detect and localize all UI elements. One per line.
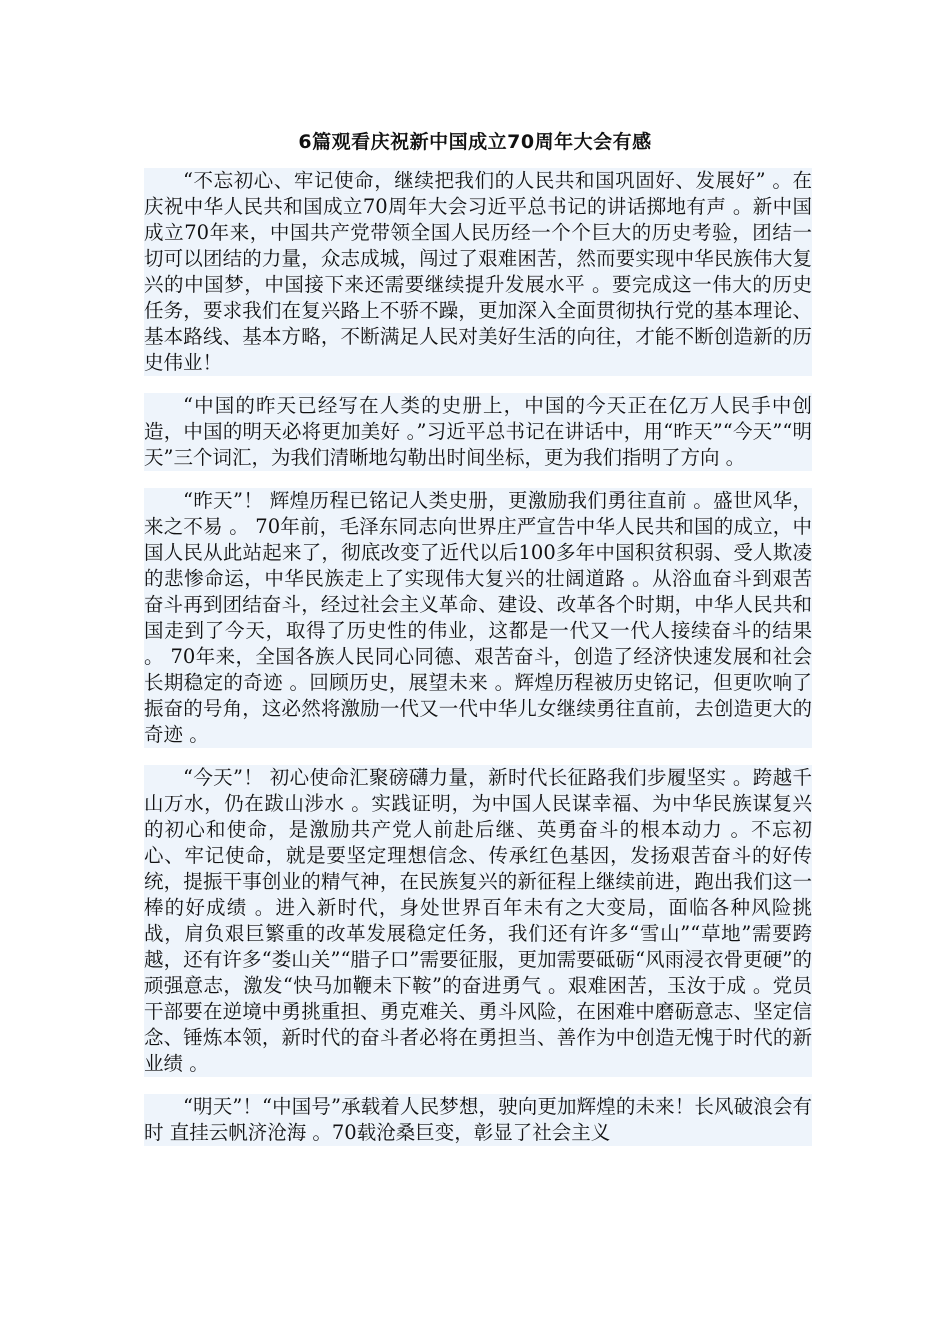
paragraph-5: “明天”！“中国号”承载着人民梦想，驶向更加辉煌的未来！长风破浪会有时 直挂云帆济沧海 。70载沧桑巨变，彰显了社会主义 (144, 1095, 812, 1144)
paragraph-2: “中国的昨天已经写在人类的史册上，中国的今天正在亿万人民手中创造，中国的明天必将更加美好 。”习近平总书记在讲话中，用“昨天”“今天”“明天”三个词汇，为我们清晰地勾勒出时间坐标，更为我们指明了方向 。 (144, 394, 812, 469)
paragraph-1: “不忘初心、牢记使命，继续把我们的人民共和国巩固好、发展好” 。在庆祝中华人民共和国成立70周年大会习近平总书记的讲话掷地有声 。新中国成立70年来，中国共产党带领全国人民历经一个个巨大的历史考验，团结一切可以团结的力量，众志成城，闯过了艰难困苦，然而要实现中华民族伟大复兴的中国梦，中国接下来还需要继续提升发展水平 。要完成这一伟大的历史任务，要求我们在复兴路上不骄不躁，更加深入全面贯彻执行党的基本理论、基本路线、基本方略，不断满足人民对美好生活的向往，才能不断创造新的历史伟业！ (144, 169, 812, 374)
document-title: 6篇观看庆祝新中国成立70周年大会有感 (298, 131, 652, 153)
paragraph-3: “昨天”！ 辉煌历程已铭记人类史册，更激励我们勇往直前 。盛世风华，来之不易 。 70年前，毛泽东同志向世界庄严宣告中华人民共和国的成立，中国人民从此站起来了，彻底改变了近代以后100多年中国积贫积弱、受人欺凌的悲惨命运，中华民族走上了实现伟大复兴的壮阔道路 。从浴血奋斗到艰苦奋斗再到团结奋斗，经过社会主义革命、建设、改革各个时期，中华人民共和国走到了今天，取得了历史性的伟业，这都是一代又一代人接续奋斗的结果 。 70年来，全国各族人民同心同德、艰苦奋斗，创造了经济快速发展和社会长期稳定的奇迹 。回顾历史，展望未来 。辉煌历程被历史铭记，但更吹响了振奋的号角，这必然将激励一代又一代中华儿女继续勇往直前，去创造更大的奇迹 。 (144, 489, 812, 746)
paragraph-4: “今天”！ 初心使命汇聚磅礴力量，新时代长征路我们步履坚实 。跨越千山万水，仍在跋山涉水 。实践证明，为中国人民谋幸福、为中华民族谋复兴的初心和使命，是激励共产党人前赴后继、英勇奋斗的根本动力 。不忘初心、牢记使命，就是要坚定理想信念、传承红色基因，发扬艰苦奋斗的好传统，提振干事创业的精气神，在民族复兴的新征程上继续前进，跑出我们这一棒的好成绩 。进入新时代，身处世界百年未有之大变局，面临各种风险挑战，肩负艰巨繁重的改革发展稳定任务，我们还有许多“雪山”“草地”需要跨越，还有许多“娄山关”“腊子口”需要征服，更加需要砥砺“风雨浸衣骨更硬”的顽强意志，激发“快马加鞭未下鞍”的奋进勇气 。艰难困苦，玉汝于成 。党员干部要在逆境中勇挑重担、勇克难关、勇斗风险，在困难中磨砺意志、坚定信念、锤炼本领，新时代的奋斗者必将在勇担当、善作为中创造无愧于时代的新业绩 。 (144, 766, 812, 1075)
document-body (144, 168, 812, 1163)
